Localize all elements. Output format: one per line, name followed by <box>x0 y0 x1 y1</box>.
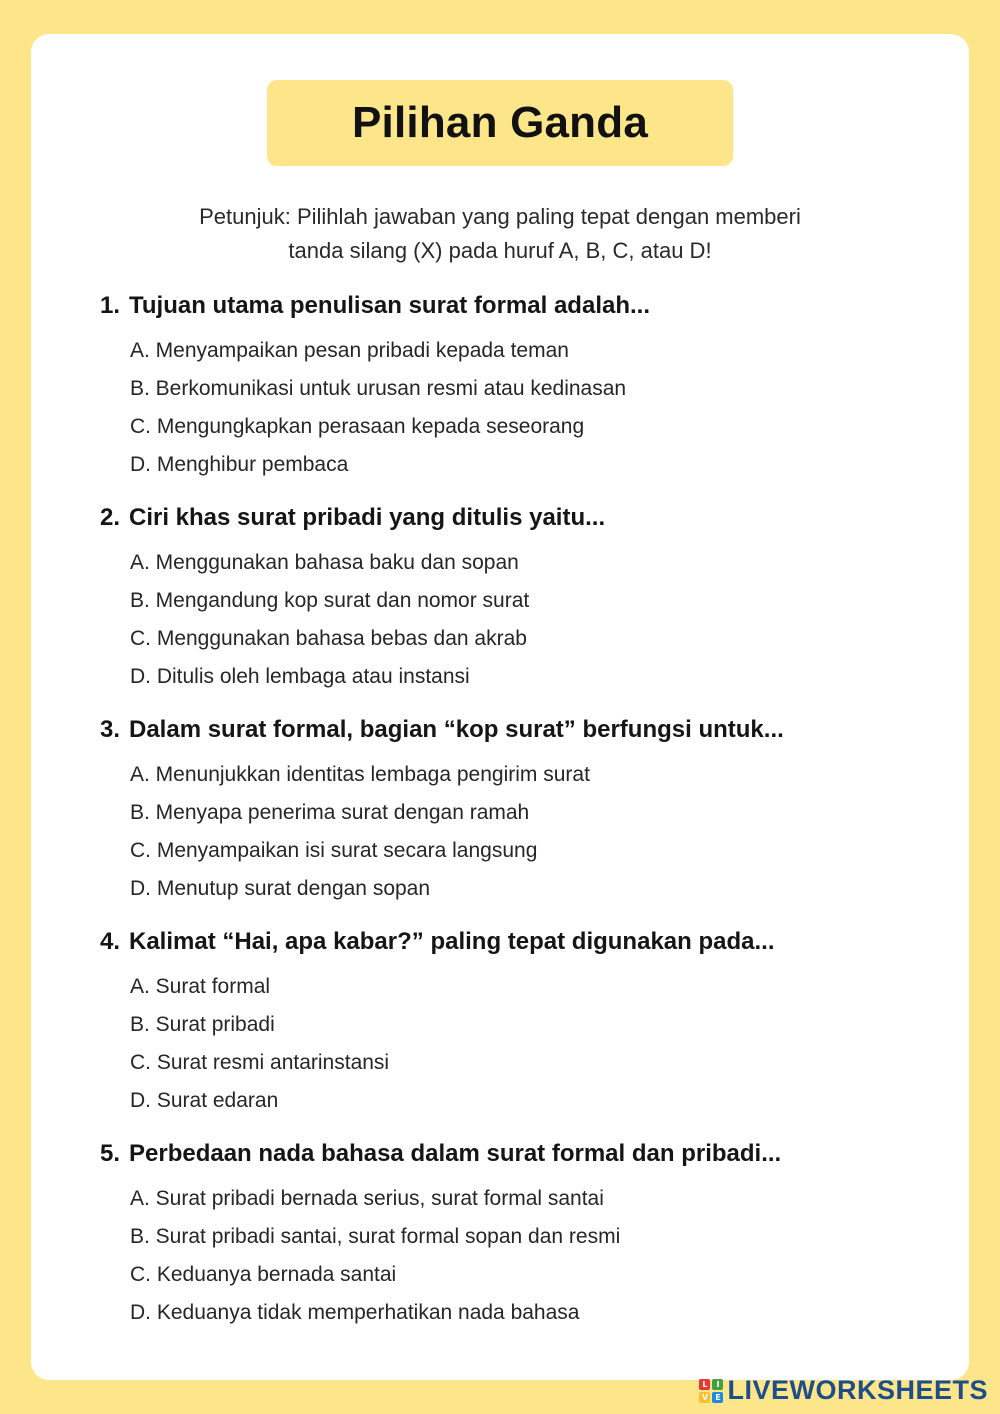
option-c[interactable]: C. Keduanya bernada santai <box>130 1263 397 1286</box>
question-4 <box>100 920 920 1120</box>
option-d[interactable]: D. Keduanya tidak memperhatikan nada bahasa <box>130 1301 580 1324</box>
question-5 <box>100 1132 920 1332</box>
question-3 <box>100 708 920 908</box>
instructions-line-1: Petunjuk: Pilihlah jawaban yang paling tepat dengan memberi <box>199 204 801 229</box>
instructions <box>131 200 869 268</box>
question-number: 1. <box>100 292 121 319</box>
question-text: Perbedaan nada bahasa dalam surat formal dan pribadi... <box>129 1140 782 1167</box>
option-list <box>130 756 920 908</box>
option-d[interactable]: D. Ditulis oleh lembaga atau instansi <box>130 665 470 688</box>
option-a[interactable]: A. Menyampaikan pesan pribadi kepada teman <box>130 339 569 362</box>
option-list <box>130 544 920 696</box>
title-banner <box>267 80 733 166</box>
option-list <box>130 332 920 484</box>
option-list <box>130 1180 920 1332</box>
logo-cell-l: L <box>699 1379 710 1390</box>
question-number: 4. <box>100 928 121 955</box>
option-list <box>130 968 920 1120</box>
watermark-text: LIVEWORKSHEETS <box>727 1375 988 1405</box>
option-d[interactable]: D. Surat edaran <box>130 1089 279 1112</box>
question-number: 2. <box>100 504 121 531</box>
option-b[interactable]: B. Surat pribadi <box>130 1013 275 1036</box>
question-text: Kalimat “Hai, apa kabar?” paling tepat digunakan pada... <box>129 928 775 955</box>
option-d[interactable]: D. Menutup surat dengan sopan <box>130 877 431 900</box>
option-c[interactable]: C. Menyampaikan isi surat secara langsung <box>130 839 538 862</box>
logo-cell-e: E <box>712 1392 723 1403</box>
question-heading <box>100 708 920 752</box>
option-c[interactable]: C. Menggunakan bahasa bebas dan akrab <box>130 627 527 650</box>
question-number: 3. <box>100 716 121 743</box>
question-list <box>100 284 920 1344</box>
option-a[interactable]: A. Surat pribadi bernada serius, surat formal santai <box>130 1187 604 1210</box>
option-a[interactable]: A. Menunjukkan identitas lembaga pengirim surat <box>130 763 590 786</box>
logo-cell-i: I <box>712 1379 723 1390</box>
liveworksheets-logo-icon <box>699 1379 723 1403</box>
page-title: Pilihan Ganda <box>352 98 648 147</box>
question-heading <box>100 496 920 540</box>
question-heading <box>100 284 920 328</box>
question-2 <box>100 496 920 696</box>
option-b[interactable]: B. Surat pribadi santai, surat formal sopan dan resmi <box>130 1225 621 1248</box>
question-heading <box>100 1132 920 1176</box>
question-text: Tujuan utama penulisan surat formal adalah... <box>129 292 650 319</box>
option-b[interactable]: B. Mengandung kop surat dan nomor surat <box>130 589 530 612</box>
question-text: Ciri khas surat pribadi yang ditulis yaitu... <box>129 504 606 531</box>
option-c[interactable]: C. Mengungkapkan perasaan kepada seseorang <box>130 415 585 438</box>
question-text: Dalam surat formal, bagian “kop surat” berfungsi untuk... <box>129 716 784 743</box>
option-a[interactable]: A. Surat formal <box>130 975 271 998</box>
question-1 <box>100 284 920 484</box>
logo-cell-v: V <box>699 1392 710 1403</box>
option-b[interactable]: B. Berkomunikasi untuk urusan resmi atau kedinasan <box>130 377 627 400</box>
option-b[interactable]: B. Menyapa penerima surat dengan ramah <box>130 801 530 824</box>
question-heading <box>100 920 920 964</box>
question-number: 5. <box>100 1140 121 1167</box>
worksheet-card <box>31 34 969 1380</box>
liveworksheets-watermark <box>699 1375 988 1406</box>
option-d[interactable]: D. Menghibur pembaca <box>130 453 349 476</box>
option-c[interactable]: C. Surat resmi antarinstansi <box>130 1051 390 1074</box>
instructions-line-2: tanda silang (X) pada huruf A, B, C, atau D! <box>288 238 712 263</box>
option-a[interactable]: A. Menggunakan bahasa baku dan sopan <box>130 551 519 574</box>
